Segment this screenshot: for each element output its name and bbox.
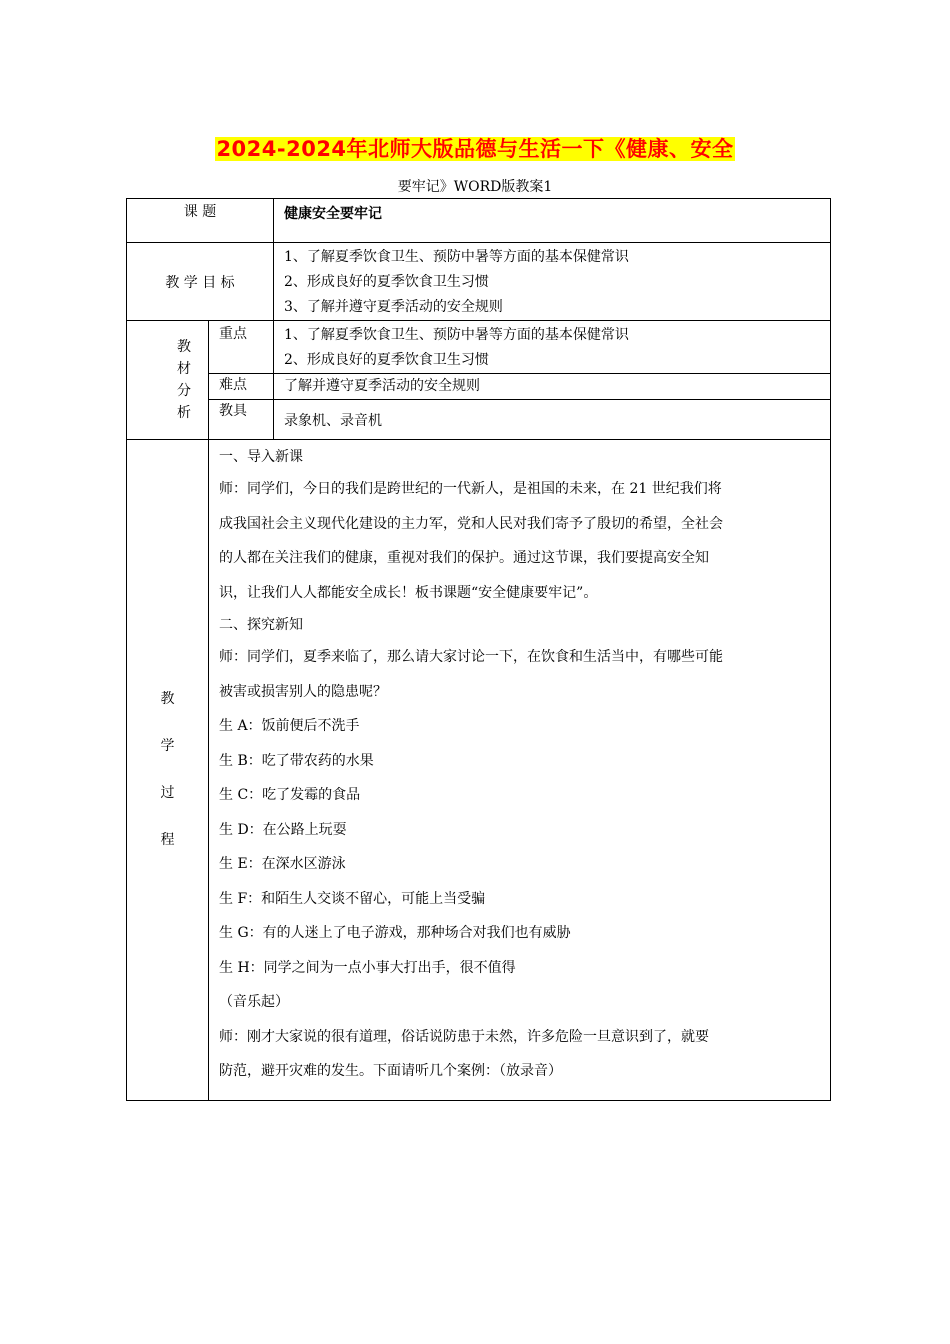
topic-row	[127, 199, 831, 243]
lesson-plan-table	[126, 198, 831, 1101]
tools-row	[127, 400, 831, 440]
document-title	[0, 133, 950, 163]
goal-item: 2、形成良好的夏季饮食卫生习惯	[284, 274, 489, 290]
process-line: 师：同学们，今日的我们是跨世纪的一代新人，是祖国的未来，在 21 世纪我们将	[219, 481, 722, 497]
process-line: 被害或损害别人的隐患呢？	[219, 683, 387, 700]
process-line: （音乐起）	[219, 994, 289, 1010]
key-points-list	[274, 321, 831, 374]
key-label: 重点	[209, 321, 274, 374]
process-line: 生 D：在公路上玩耍	[219, 821, 347, 838]
process-row	[127, 440, 831, 1101]
process-line: 成我国社会主义现代化建设的主力军，党和人民对我们寄予了殷切的希望，全社会	[219, 515, 723, 532]
goals-list	[274, 243, 831, 321]
key-point-item: 1、了解夏季饮食卫生、预防中暑等方面的基本保健常识	[284, 327, 629, 343]
process-line: 生 C：吃了发霉的食品	[219, 787, 361, 803]
goal-item: 1、了解夏季饮食卫生、预防中暑等方面的基本保健常识	[284, 249, 629, 265]
process-line: 生 B：吃了带农药的水果	[219, 752, 374, 769]
topic-value: 健康安全要牢记	[274, 199, 831, 243]
goal-item: 3、了解并遵守夏季活动的安全规则	[284, 299, 503, 315]
process-line: 识，让我们人人都能安全成长！板书课题“安全健康要牢记”。	[219, 584, 598, 601]
process-line: 生 G：有的人迷上了电子游戏，那种场合对我们也有威胁	[219, 925, 571, 941]
process-line: 二、探究新知	[219, 617, 303, 633]
process-line: 生 E：在深水区游泳	[219, 856, 346, 872]
goals-row	[127, 243, 831, 321]
process-line: 的人都在关注我们的健康，重视对我们的保护。通过这节课，我们要提高安全知	[219, 550, 709, 566]
tools-label: 教具	[209, 400, 274, 440]
difficulty-label: 难点	[209, 374, 274, 400]
process-line: 防范，避开灾难的发生。下面请听几个案例：（放录音）	[219, 1063, 562, 1079]
goals-label: 教 学 目 标	[127, 243, 274, 321]
process-line: 师：刚才大家说的很有道理，俗话说防患于未然，许多危险一旦意识到了，就要	[219, 1028, 709, 1045]
title-line-2: 要牢记》WORD版教案1	[397, 179, 553, 195]
topic-label: 课 题	[127, 199, 274, 243]
process-label: 教 学 过 程	[127, 440, 209, 1101]
key-point-item: 2、形成良好的夏季饮食卫生习惯	[284, 352, 489, 368]
tools-text: 录象机、录音机	[274, 400, 831, 440]
process-line: 生 H：同学之间为一点小事大打出手，很不值得	[219, 959, 516, 976]
difficulty-row	[127, 374, 831, 400]
process-line: 一、导入新课	[219, 449, 303, 465]
process-line: 生 A：饭前便后不洗手	[219, 718, 360, 734]
title-line-1: 2024-2024年北师大版品德与生活一下《健康、安全	[216, 137, 734, 161]
process-line: 师：同学们，夏季来临了，那么请大家讨论一下，在饮食和生活当中，有哪些可能	[219, 649, 723, 665]
key-points-row	[127, 321, 831, 374]
difficulty-text: 了解并遵守夏季活动的安全规则	[274, 374, 831, 400]
process-content	[209, 440, 831, 1101]
analysis-label: 教 材 分 析	[127, 321, 209, 440]
process-line: 生 F：和陌生人交谈不留心，可能上当受骗	[219, 890, 486, 907]
